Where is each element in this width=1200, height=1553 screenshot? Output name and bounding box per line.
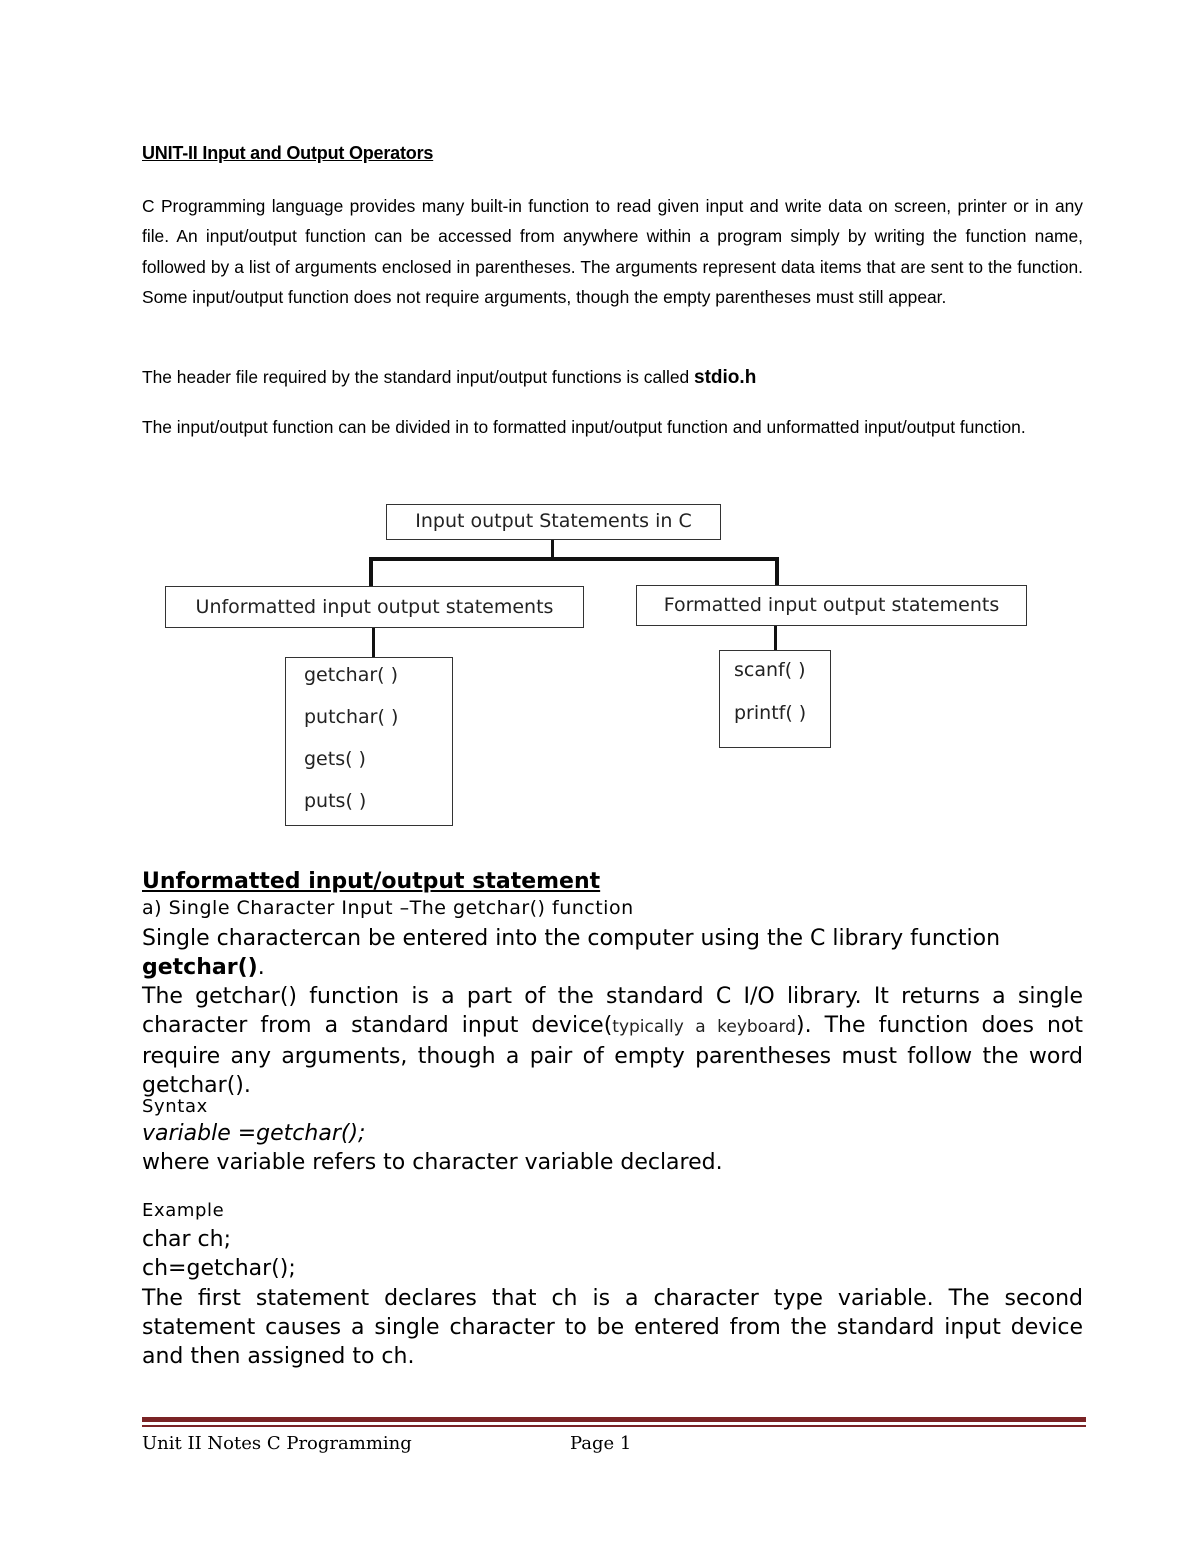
formatted-functions-box bbox=[719, 650, 831, 748]
division-paragraph: The input/output function can be divided in to formatted input/output function and unformatted input/output function. bbox=[142, 417, 1026, 437]
page-title: UNIT-II Input and Output Operators bbox=[142, 143, 434, 163]
unformatted-label: Unformatted input output statements bbox=[195, 596, 554, 618]
syntax-label: Syntax bbox=[142, 1096, 208, 1117]
formatted-box bbox=[636, 585, 1027, 626]
getchar-description bbox=[142, 982, 1083, 1100]
function-item: puts( ) bbox=[304, 790, 367, 812]
footer-rule-thin bbox=[142, 1425, 1086, 1427]
header-file-text: The header file required by the standard input/output functions is called bbox=[142, 367, 695, 387]
example-line: char ch; bbox=[142, 1227, 232, 1252]
example-label: Example bbox=[142, 1200, 225, 1221]
getchar-intro-line2 bbox=[142, 953, 1083, 982]
unformatted-box bbox=[165, 586, 584, 628]
example-line: ch=getchar(); bbox=[142, 1256, 296, 1281]
section-heading: Unformatted input/output statement bbox=[142, 869, 601, 894]
function-item: printf( ) bbox=[734, 702, 807, 724]
function-item: scanf( ) bbox=[734, 659, 806, 681]
syntax-description: where variable refers to character variable declared. bbox=[142, 1150, 723, 1175]
getchar-desc-post: ). The function does not require any arguments, though a pair of empty parentheses must follow the word getchar(). bbox=[142, 1013, 1083, 1098]
getchar-desc-pre: The getchar() function is a part of the standard C I/O library. It returns a single character from a standard input device( bbox=[142, 984, 1083, 1038]
function-item: gets( ) bbox=[304, 748, 366, 770]
syntax-code: variable =getchar(); bbox=[142, 1121, 366, 1146]
footer-rule-thick bbox=[142, 1417, 1086, 1422]
connector-left-down bbox=[369, 557, 373, 586]
example-description: The first statement declares that ch is a character type variable. The second statement causes a single character to be entered from the standard input device and then assigned to ch. bbox=[142, 1286, 1083, 1369]
unformatted-functions-box bbox=[285, 657, 453, 826]
connector-right-list bbox=[774, 626, 777, 650]
connector-left-list bbox=[372, 628, 375, 658]
getchar-bold: getchar() bbox=[142, 955, 258, 980]
root-box bbox=[386, 504, 721, 540]
formatted-label: Formatted input output statements bbox=[663, 594, 1000, 616]
getchar-intro-line: Single charactercan be entered into the computer using the C library function bbox=[142, 926, 1001, 951]
footer-title: Unit II Notes C Programming bbox=[142, 1433, 412, 1454]
intro-paragraph: C Programming language provides many built-in function to read given input and write data on screen, printer or in any file. An input/output function can be accessed from anywhere within a program simply by writing the function name, followed by a list of arguments enclosed in parentheses. The arguments represent data items that are sent to the function. Some input/output function does not require arguments, though the empty parentheses must still appear. bbox=[142, 196, 1083, 307]
subsection-heading: a) Single Character Input –The getchar() function bbox=[142, 897, 634, 919]
stdio-header-name: stdio.h bbox=[694, 367, 757, 388]
getchar-intro bbox=[142, 924, 1083, 982]
root-label: Input output Statements in C bbox=[415, 510, 692, 532]
connector-horizontal bbox=[369, 557, 779, 561]
connector-root-down bbox=[551, 539, 554, 559]
page-number: Page 1 bbox=[570, 1433, 632, 1454]
getchar-period: . bbox=[257, 955, 265, 980]
function-item: getchar( ) bbox=[304, 664, 399, 686]
function-item: putchar( ) bbox=[304, 706, 399, 728]
getchar-desc-small: typically a keyboard bbox=[612, 1017, 796, 1037]
connector-right-down bbox=[775, 557, 779, 586]
